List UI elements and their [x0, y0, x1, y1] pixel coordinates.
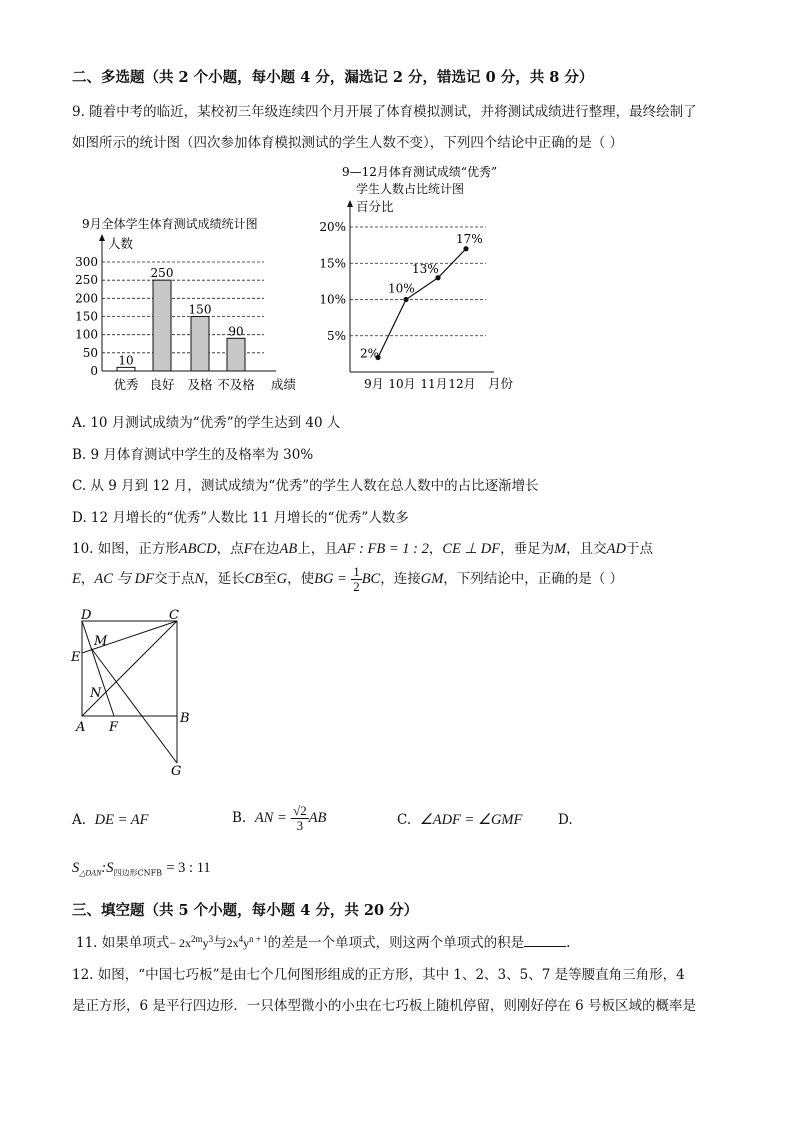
q10-option-d	[72, 860, 211, 879]
bar-4	[227, 338, 245, 371]
bar-category-label: 良好	[149, 377, 175, 392]
q11-text: 的差是一个单项式，则这两个单项式的积是	[267, 935, 525, 951]
line-chart-y-tick-label: 20%	[319, 220, 346, 234]
line-chart-ylabel: 百分比	[356, 199, 394, 214]
q10-text: 10. 如图，正方形	[72, 541, 179, 557]
line-chart-y-tick-label: 10%	[319, 292, 346, 307]
line-chart-xlabel: 月份	[488, 376, 514, 391]
line-chart	[318, 160, 528, 400]
q11-text: .	[566, 935, 571, 951]
q10-math: CB	[244, 571, 264, 587]
q10-math: G	[276, 571, 288, 587]
q11-line	[76, 931, 570, 951]
q10-math: AB	[279, 541, 298, 557]
q10-text: ，连接	[380, 571, 421, 587]
q10-math: N	[194, 571, 205, 587]
bar-chart-title: 9月全体学生体育测试成绩统计图	[82, 217, 258, 231]
q10-math: AC 与 DF	[94, 571, 154, 587]
fraction-sqrt2-over-3: $\frac{√2}{3}$	[293, 803, 307, 833]
label-c: C	[169, 608, 179, 623]
q10-option-d-label: D.	[558, 812, 573, 828]
q11-term2: $2x^4y^{n + 1}$	[226, 934, 268, 950]
line-chart-title-line1: 9—12月体育测试成绩“优秀”	[342, 165, 498, 179]
q10-math: M	[554, 541, 567, 557]
q11-term1: − $2x^{2m}y^3$	[169, 934, 214, 950]
bar-value-label: 90	[228, 324, 244, 339]
section-2-title: 二、多选题（共 2 个小题，每小题 4 分，漏选记 2 分，错选记 0 分，共 8 分）	[72, 69, 594, 86]
bar-chart-y-tick-label: 250	[75, 273, 98, 288]
q10-option-b	[232, 804, 326, 833]
q10-option-a	[72, 812, 148, 829]
line-chart-point	[403, 297, 408, 302]
bar-chart-y-tick-label: 300	[75, 255, 98, 269]
line-chart-point-label: 2%	[360, 346, 380, 361]
q11-text: 11. 如果单项式	[76, 935, 170, 951]
q10-text: ，	[80, 571, 95, 587]
bar-chart-y-tick-label: 150	[75, 309, 98, 324]
q10-math: CE ⊥ DF	[442, 541, 501, 557]
option-math: S	[106, 860, 114, 876]
label-n: N	[90, 686, 102, 701]
label-e: E	[71, 650, 81, 665]
q10-text: 于点	[626, 541, 654, 557]
square-geometry-figure	[64, 605, 204, 785]
q12-line1: 12. 如图，“中国七巧板”是由七个几何图形组成的正方形，其中 1、2、3、5、7 是等腰直角三角形，4	[72, 967, 685, 983]
option-label: B.	[232, 810, 247, 826]
q10-text: ，点	[216, 541, 244, 557]
q10-math: BG =	[314, 571, 347, 587]
q10-text: ，延长	[204, 571, 245, 587]
q10-math: GM	[420, 571, 444, 587]
bar-chart-xlabel: 成绩	[271, 377, 297, 392]
line-chart-point-label: 17%	[456, 231, 483, 246]
line-chart-category-label: 10月	[388, 377, 416, 391]
bar-chart	[64, 210, 314, 400]
q9-option-d: D. 12 月增长的“优秀”人数比 11 月增长的“优秀”人数多	[72, 510, 409, 526]
bar-value-label: 10	[118, 353, 134, 368]
q10-math: BC	[361, 571, 381, 587]
line-chart-title-line2: 学生人数占比统计图	[356, 182, 465, 196]
bar-chart-y-tick-label: 200	[75, 291, 98, 306]
q9-line1: 9. 随着中考的临近，某校初三年级连续四个月开展了体育模拟测试，并将测试成绩进行整理，最终绘制了	[72, 104, 697, 120]
q9-option-c: C. 从 9 月到 12 月，测试成绩为“优秀”的学生人数在总人数中的占比逐渐增长	[72, 478, 539, 494]
bar-2	[153, 280, 171, 371]
line-chart-point-label: 10%	[388, 281, 415, 296]
option-math: AB	[308, 810, 327, 826]
option-math: S	[72, 860, 80, 876]
q9-option-b: B. 9 月体育测试中学生的及格率为 30%	[72, 447, 314, 463]
answer-blank[interactable]	[524, 934, 566, 947]
subscript: 四边形CNFB	[113, 868, 163, 878]
line-chart-y-tick-label: 15%	[319, 256, 346, 271]
line-chart-y-tick-label: 5%	[326, 328, 346, 343]
q10-math: ABCD	[178, 541, 217, 557]
q9-line2: 如图所示的统计图（四次参加体育模拟测试的学生人数不变），下列四个结论中正确的是（ ）	[72, 135, 624, 151]
label-b: B	[180, 711, 190, 726]
segment-gm	[91, 648, 177, 763]
q10-text: ，下列结论中，正确的是（ ）	[443, 571, 624, 587]
q10-math: AF : FB = 1 : 2	[337, 541, 429, 557]
label-a: A	[76, 720, 86, 735]
line-chart-point-label: 13%	[412, 261, 439, 276]
line-chart-category-label: 9月	[364, 377, 384, 391]
option-math: DE = AF	[94, 812, 149, 828]
q10-text: 至	[263, 571, 277, 587]
option-math: AN =	[254, 810, 287, 826]
q11-text: 与	[213, 935, 227, 951]
bar-3	[191, 317, 209, 372]
label-g: G	[171, 764, 182, 779]
line-chart-category-label: 11月	[420, 377, 448, 391]
bar-chart-y-tick-label: 0	[90, 364, 98, 378]
line-chart-point	[435, 275, 440, 280]
q10-text: 交于点	[153, 571, 195, 587]
option-math: :	[101, 860, 107, 876]
q10-text: ，使	[287, 571, 315, 587]
bar-value-label: 150	[188, 302, 212, 317]
subscript: △DAN	[79, 868, 102, 878]
bar-chart-y-arrow	[99, 234, 105, 241]
label-m: M	[94, 634, 108, 649]
bar-chart-y-tick-label: 50	[82, 345, 98, 360]
label-f: F	[109, 720, 119, 735]
q10-line1	[72, 537, 653, 558]
bar-chart-ylabel: 人数	[108, 236, 134, 251]
label-d: D	[81, 608, 92, 623]
q9-option-a: A. 10 月测试成绩为“优秀”的学生达到 40 人	[72, 415, 341, 431]
line-chart-point	[463, 246, 468, 251]
q10-math: AD	[606, 541, 627, 557]
option-label: A.	[72, 812, 87, 828]
q10-text: ，垂足为	[500, 541, 555, 557]
q10-text: 在边	[252, 541, 280, 557]
q10-math: F	[243, 541, 253, 557]
q10-text: ，且交	[566, 541, 607, 557]
q10-math: E	[72, 571, 81, 587]
bar-category-label: 优秀	[113, 377, 139, 392]
q10-line2	[72, 565, 623, 594]
bar-category-label: 及格	[187, 377, 213, 392]
bar-chart-y-tick-label: 100	[75, 327, 98, 342]
fraction-one-half: $\frac{1}{2}$	[353, 564, 360, 594]
bar-category-label: 不及格	[217, 377, 255, 392]
q10-text: 上，且	[297, 541, 338, 557]
option-math: ∠ADF = ∠GMF	[419, 812, 523, 828]
q12-line2: 是正方形，6 是平行四边形．一只体型微小的小虫在七巧板上随机停留，则刚好停在 6 号板区域的概率是	[72, 998, 697, 1014]
line-chart-y-arrow	[347, 200, 353, 207]
line-chart-category-label: 12月	[448, 377, 476, 391]
option-label: C.	[397, 812, 412, 828]
bar-value-label: 250	[150, 266, 174, 281]
bar-1	[117, 367, 135, 371]
q10-text: ，	[428, 541, 443, 557]
section-3-title: 三、填空题（共 5 个小题，每小题 4 分，共 20 分）	[72, 902, 419, 919]
option-math: = 3 : 11	[166, 860, 211, 876]
q10-option-c	[397, 812, 522, 829]
